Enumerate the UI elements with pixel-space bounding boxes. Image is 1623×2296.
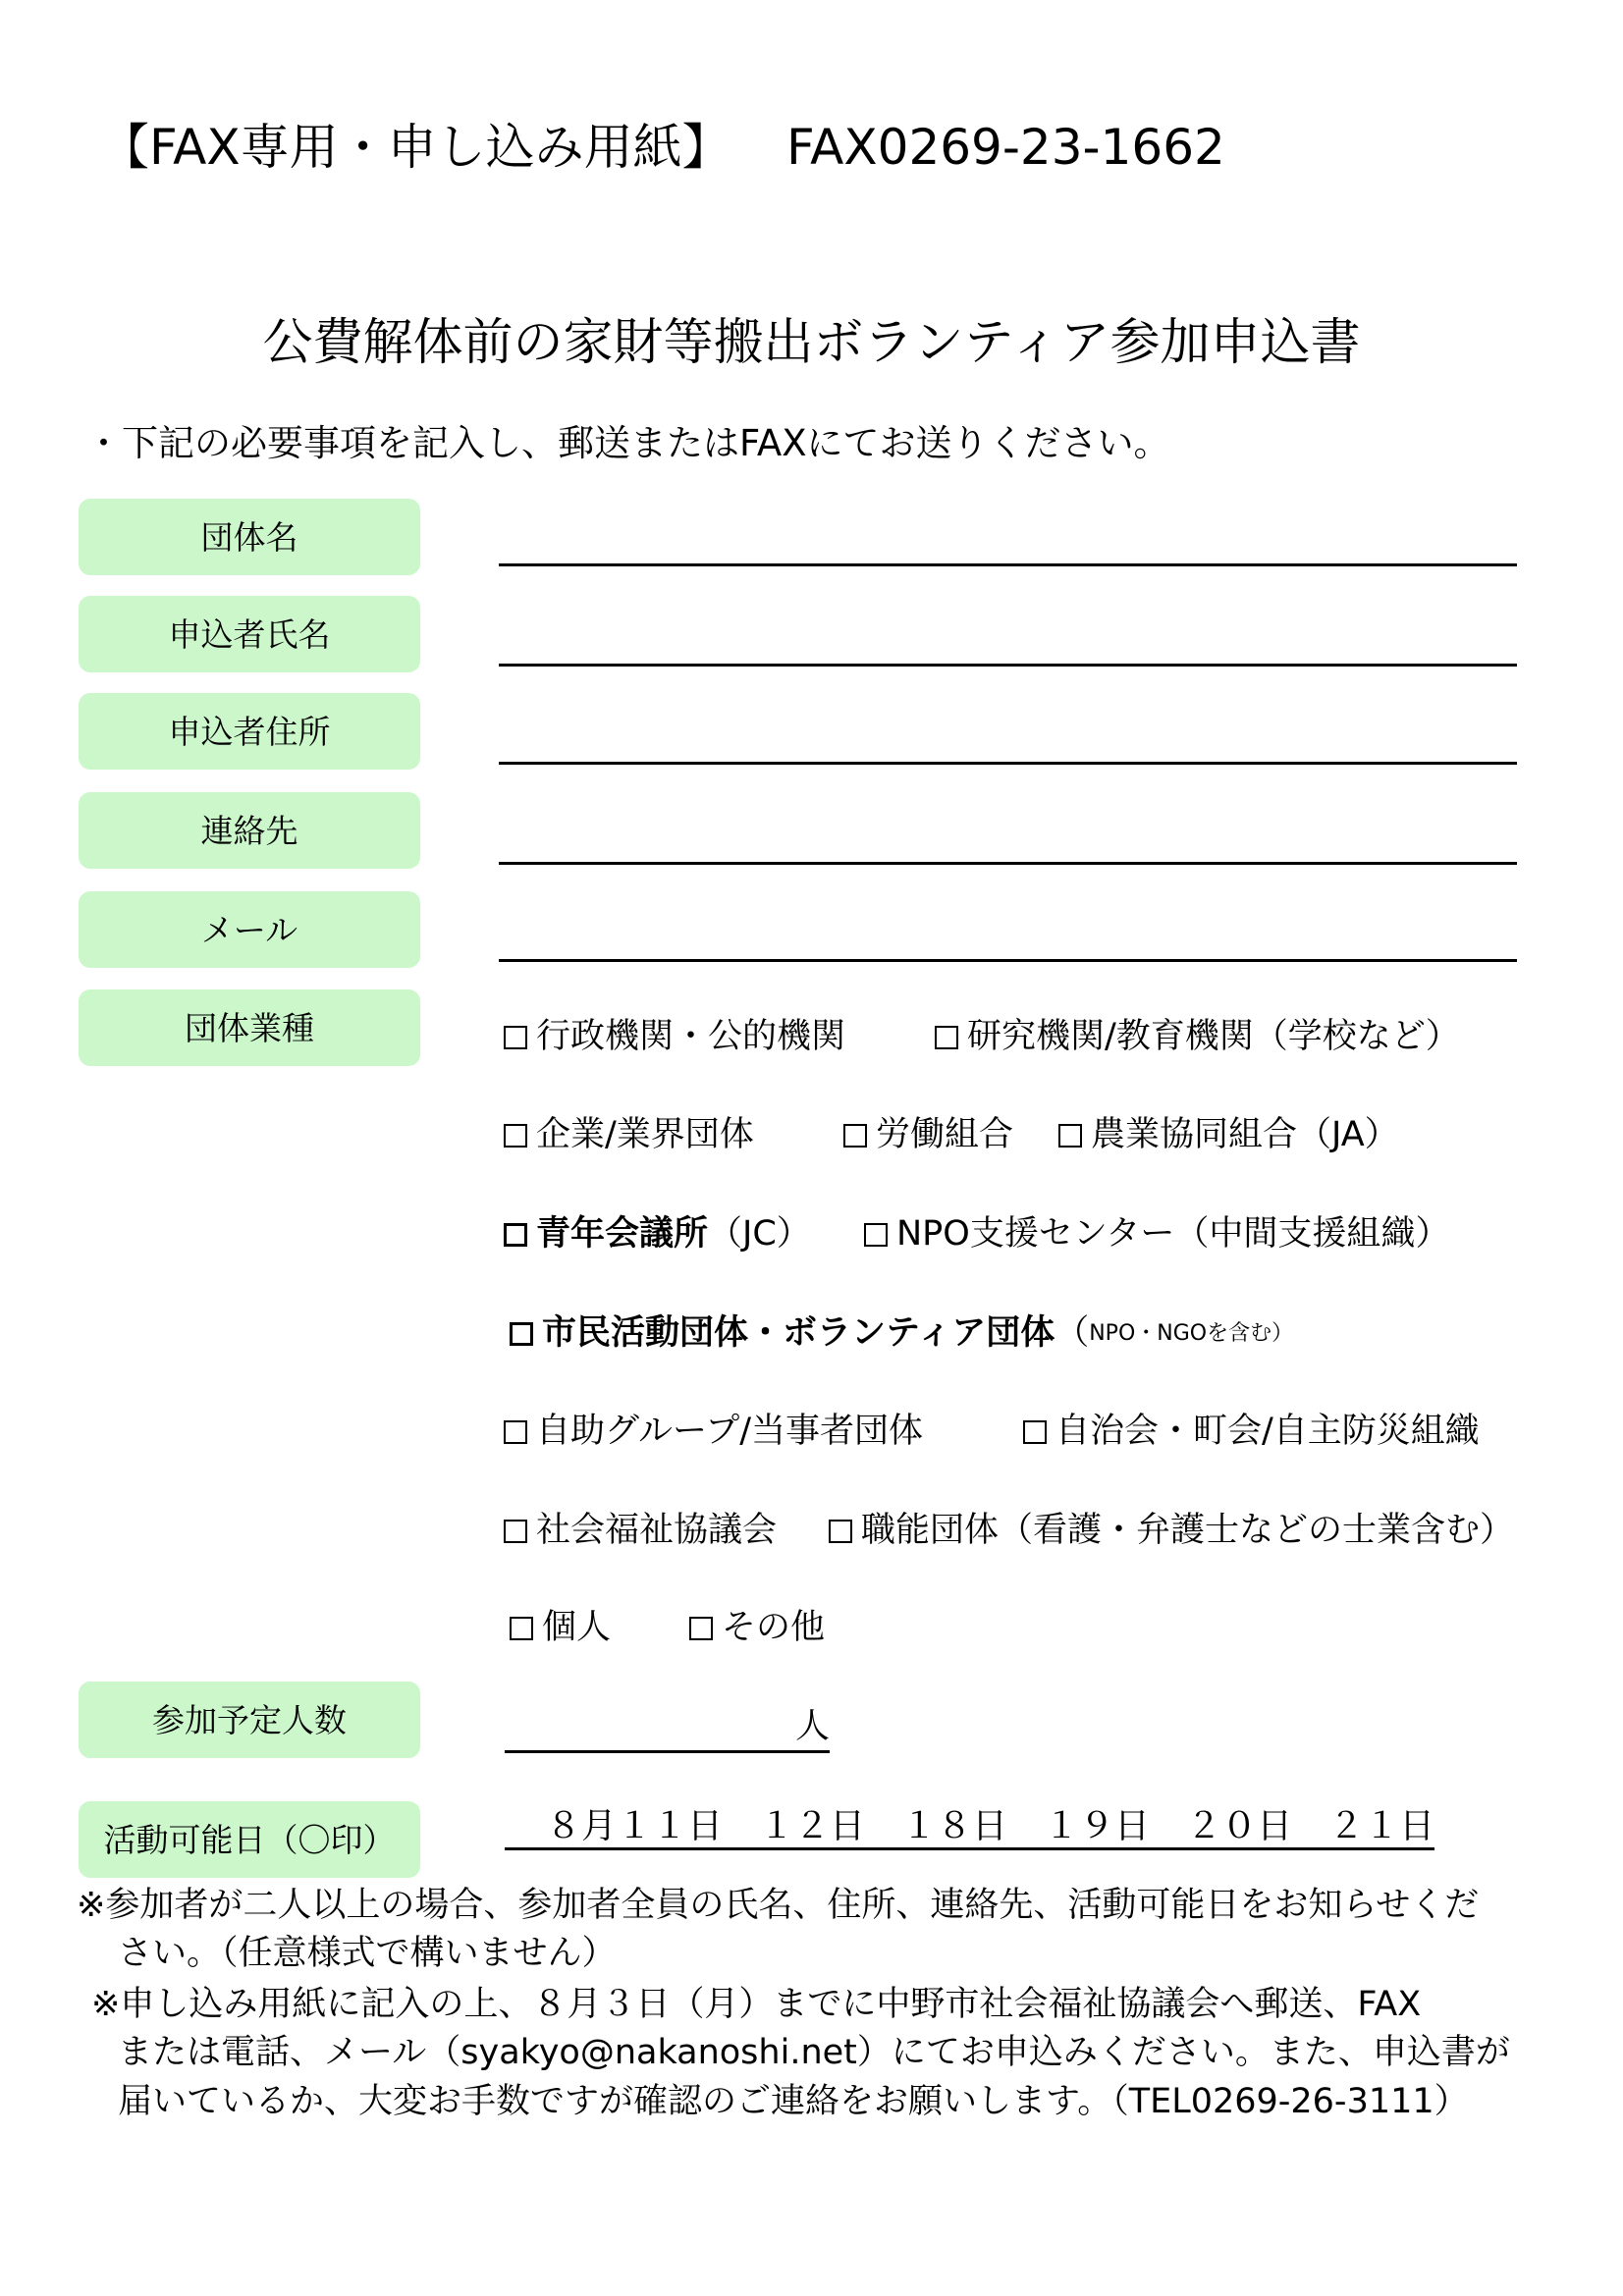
- checkbox[interactable]: [1058, 1124, 1082, 1148]
- email-input[interactable]: [499, 903, 1517, 962]
- note-line: ※参加者が二人以上の場合、参加者全員の氏名、住所、連絡先、活動可能日をお知らせくだ: [77, 1886, 1480, 1925]
- instruction-text: ・下記の必要事項を記入し、郵送またはFAXにてお送りください。: [85, 422, 1170, 464]
- checkbox[interactable]: [935, 1026, 958, 1049]
- option-label: 労働組合: [876, 1115, 1014, 1154]
- date-option-aug-19[interactable]: １９日: [1044, 1806, 1151, 1846]
- field-label-text: 活動可能日（〇印）: [103, 1820, 396, 1859]
- option-label-suffix: （: [1055, 1313, 1090, 1353]
- applicant-address-input[interactable]: [499, 706, 1517, 765]
- checkbox[interactable]: [504, 1026, 527, 1049]
- option-label: 自治会・町会/自主防災組織: [1055, 1412, 1480, 1451]
- org-type-option-business[interactable]: [502, 1115, 754, 1154]
- note-line: ※申し込み用紙に記入の上、８月３日（月）までに中野市社会福祉協議会へ郵送、FAX: [91, 1985, 1422, 2024]
- option-label: NPO支援センター（中間支援組織）: [896, 1214, 1450, 1254]
- field-label-text: 団体名: [200, 517, 298, 557]
- org-type-option-agricultural-coop[interactable]: [1056, 1115, 1399, 1154]
- applicant-name-input[interactable]: [499, 608, 1517, 667]
- available-dates-list: [505, 1806, 1435, 1846]
- note-line: または電話、メール（syakyo@nakanoshi.net）にてお申込みください。また、申込書が: [118, 2033, 1510, 2072]
- option-label: 青年会議所: [536, 1214, 709, 1254]
- date-option-aug-11[interactable]: ８月１１日: [546, 1806, 724, 1846]
- checkbox[interactable]: [510, 1322, 533, 1346]
- date-option-aug-12[interactable]: １２日: [759, 1806, 866, 1846]
- org-type-option-other[interactable]: [687, 1608, 826, 1647]
- option-label-note: NPO・NGOを含む）: [1089, 1320, 1294, 1346]
- org-type-option-professional[interactable]: [827, 1511, 1515, 1550]
- date-option-aug-20[interactable]: ２０日: [1186, 1806, 1293, 1846]
- available-dates-field: [505, 1806, 1434, 1850]
- option-label: 社会福祉協議会: [536, 1511, 778, 1550]
- field-label-text: 連絡先: [200, 811, 298, 850]
- option-label: 行政機関・公的機関: [536, 1017, 846, 1056]
- option-label: 農業協同組合（JA）: [1091, 1115, 1399, 1154]
- field-label-text: 参加予定人数: [152, 1700, 347, 1739]
- option-label: 職能団体（看護・弁護士などの士業含む）: [861, 1511, 1515, 1550]
- field-label-text: メール: [200, 910, 298, 949]
- option-label: その他: [722, 1608, 826, 1647]
- field-label-applicant-name: [79, 596, 420, 672]
- checkbox[interactable]: [843, 1124, 867, 1148]
- checkbox[interactable]: [829, 1520, 852, 1543]
- checkbox[interactable]: [864, 1223, 888, 1247]
- field-label-text: 申込者氏名: [168, 614, 331, 654]
- organization-name-input[interactable]: [499, 507, 1517, 566]
- org-type-option-civic-volunteer[interactable]: [508, 1313, 1294, 1353]
- field-label-participants: [79, 1682, 420, 1758]
- form-header-title: 【FAX専用・申し込み用紙】: [100, 119, 731, 176]
- option-label-suffix: （JC）: [708, 1214, 811, 1254]
- checkbox[interactable]: [504, 1223, 527, 1247]
- org-type-option-social-welfare-council[interactable]: [502, 1511, 778, 1550]
- option-label: 企業/業界団体: [536, 1115, 754, 1154]
- field-label-applicant-address: [79, 693, 420, 770]
- note-line: 届いているか、大変お手数ですが確認のご連絡をお願いします。（TEL0269-26-3111）: [118, 2082, 1469, 2121]
- org-type-option-government[interactable]: [502, 1017, 846, 1056]
- contact-input[interactable]: [499, 806, 1517, 865]
- org-type-option-self-help[interactable]: [502, 1412, 923, 1451]
- field-label-text: 申込者住所: [168, 712, 331, 751]
- note-line: さい。（任意様式で構いません）: [118, 1934, 617, 1973]
- checkbox[interactable]: [689, 1617, 713, 1640]
- org-type-option-junior-chamber[interactable]: [502, 1214, 811, 1254]
- option-label: 自助グループ/当事者団体: [536, 1412, 923, 1451]
- org-type-option-individual[interactable]: [508, 1608, 612, 1647]
- checkbox[interactable]: [1023, 1420, 1047, 1444]
- date-option-aug-21[interactable]: ２１日: [1328, 1806, 1435, 1846]
- date-option-aug-18[interactable]: １８日: [901, 1806, 1008, 1846]
- checkbox[interactable]: [504, 1420, 527, 1444]
- option-label: 研究機関/教育機関（学校など）: [967, 1017, 1460, 1056]
- field-label-available-dates: [79, 1801, 420, 1878]
- page-title: 公費解体前の家財等搬出ボランティア参加申込書: [262, 314, 1361, 372]
- participants-unit: 人: [794, 1707, 830, 1746]
- org-type-option-research-education[interactable]: [933, 1017, 1460, 1056]
- org-type-option-neighborhood[interactable]: [1021, 1412, 1480, 1451]
- field-label-text: 団体業種: [185, 1008, 314, 1047]
- org-type-option-labor-union[interactable]: [841, 1115, 1014, 1154]
- participants-field: [505, 1694, 830, 1753]
- checkbox[interactable]: [504, 1520, 527, 1543]
- checkbox[interactable]: [510, 1617, 533, 1640]
- field-label-email: [79, 891, 420, 968]
- checkbox[interactable]: [504, 1124, 527, 1148]
- org-type-option-npo-support[interactable]: [862, 1214, 1450, 1254]
- field-label-organization: [79, 499, 420, 575]
- field-label-contact: [79, 792, 420, 869]
- participants-count-input[interactable]: [505, 1694, 784, 1752]
- fax-number: FAX0269-23-1662: [786, 119, 1225, 176]
- option-label: 市民活動団体・ボランティア団体: [542, 1313, 1055, 1353]
- option-label: 個人: [542, 1608, 612, 1647]
- field-label-org-type: [79, 989, 420, 1066]
